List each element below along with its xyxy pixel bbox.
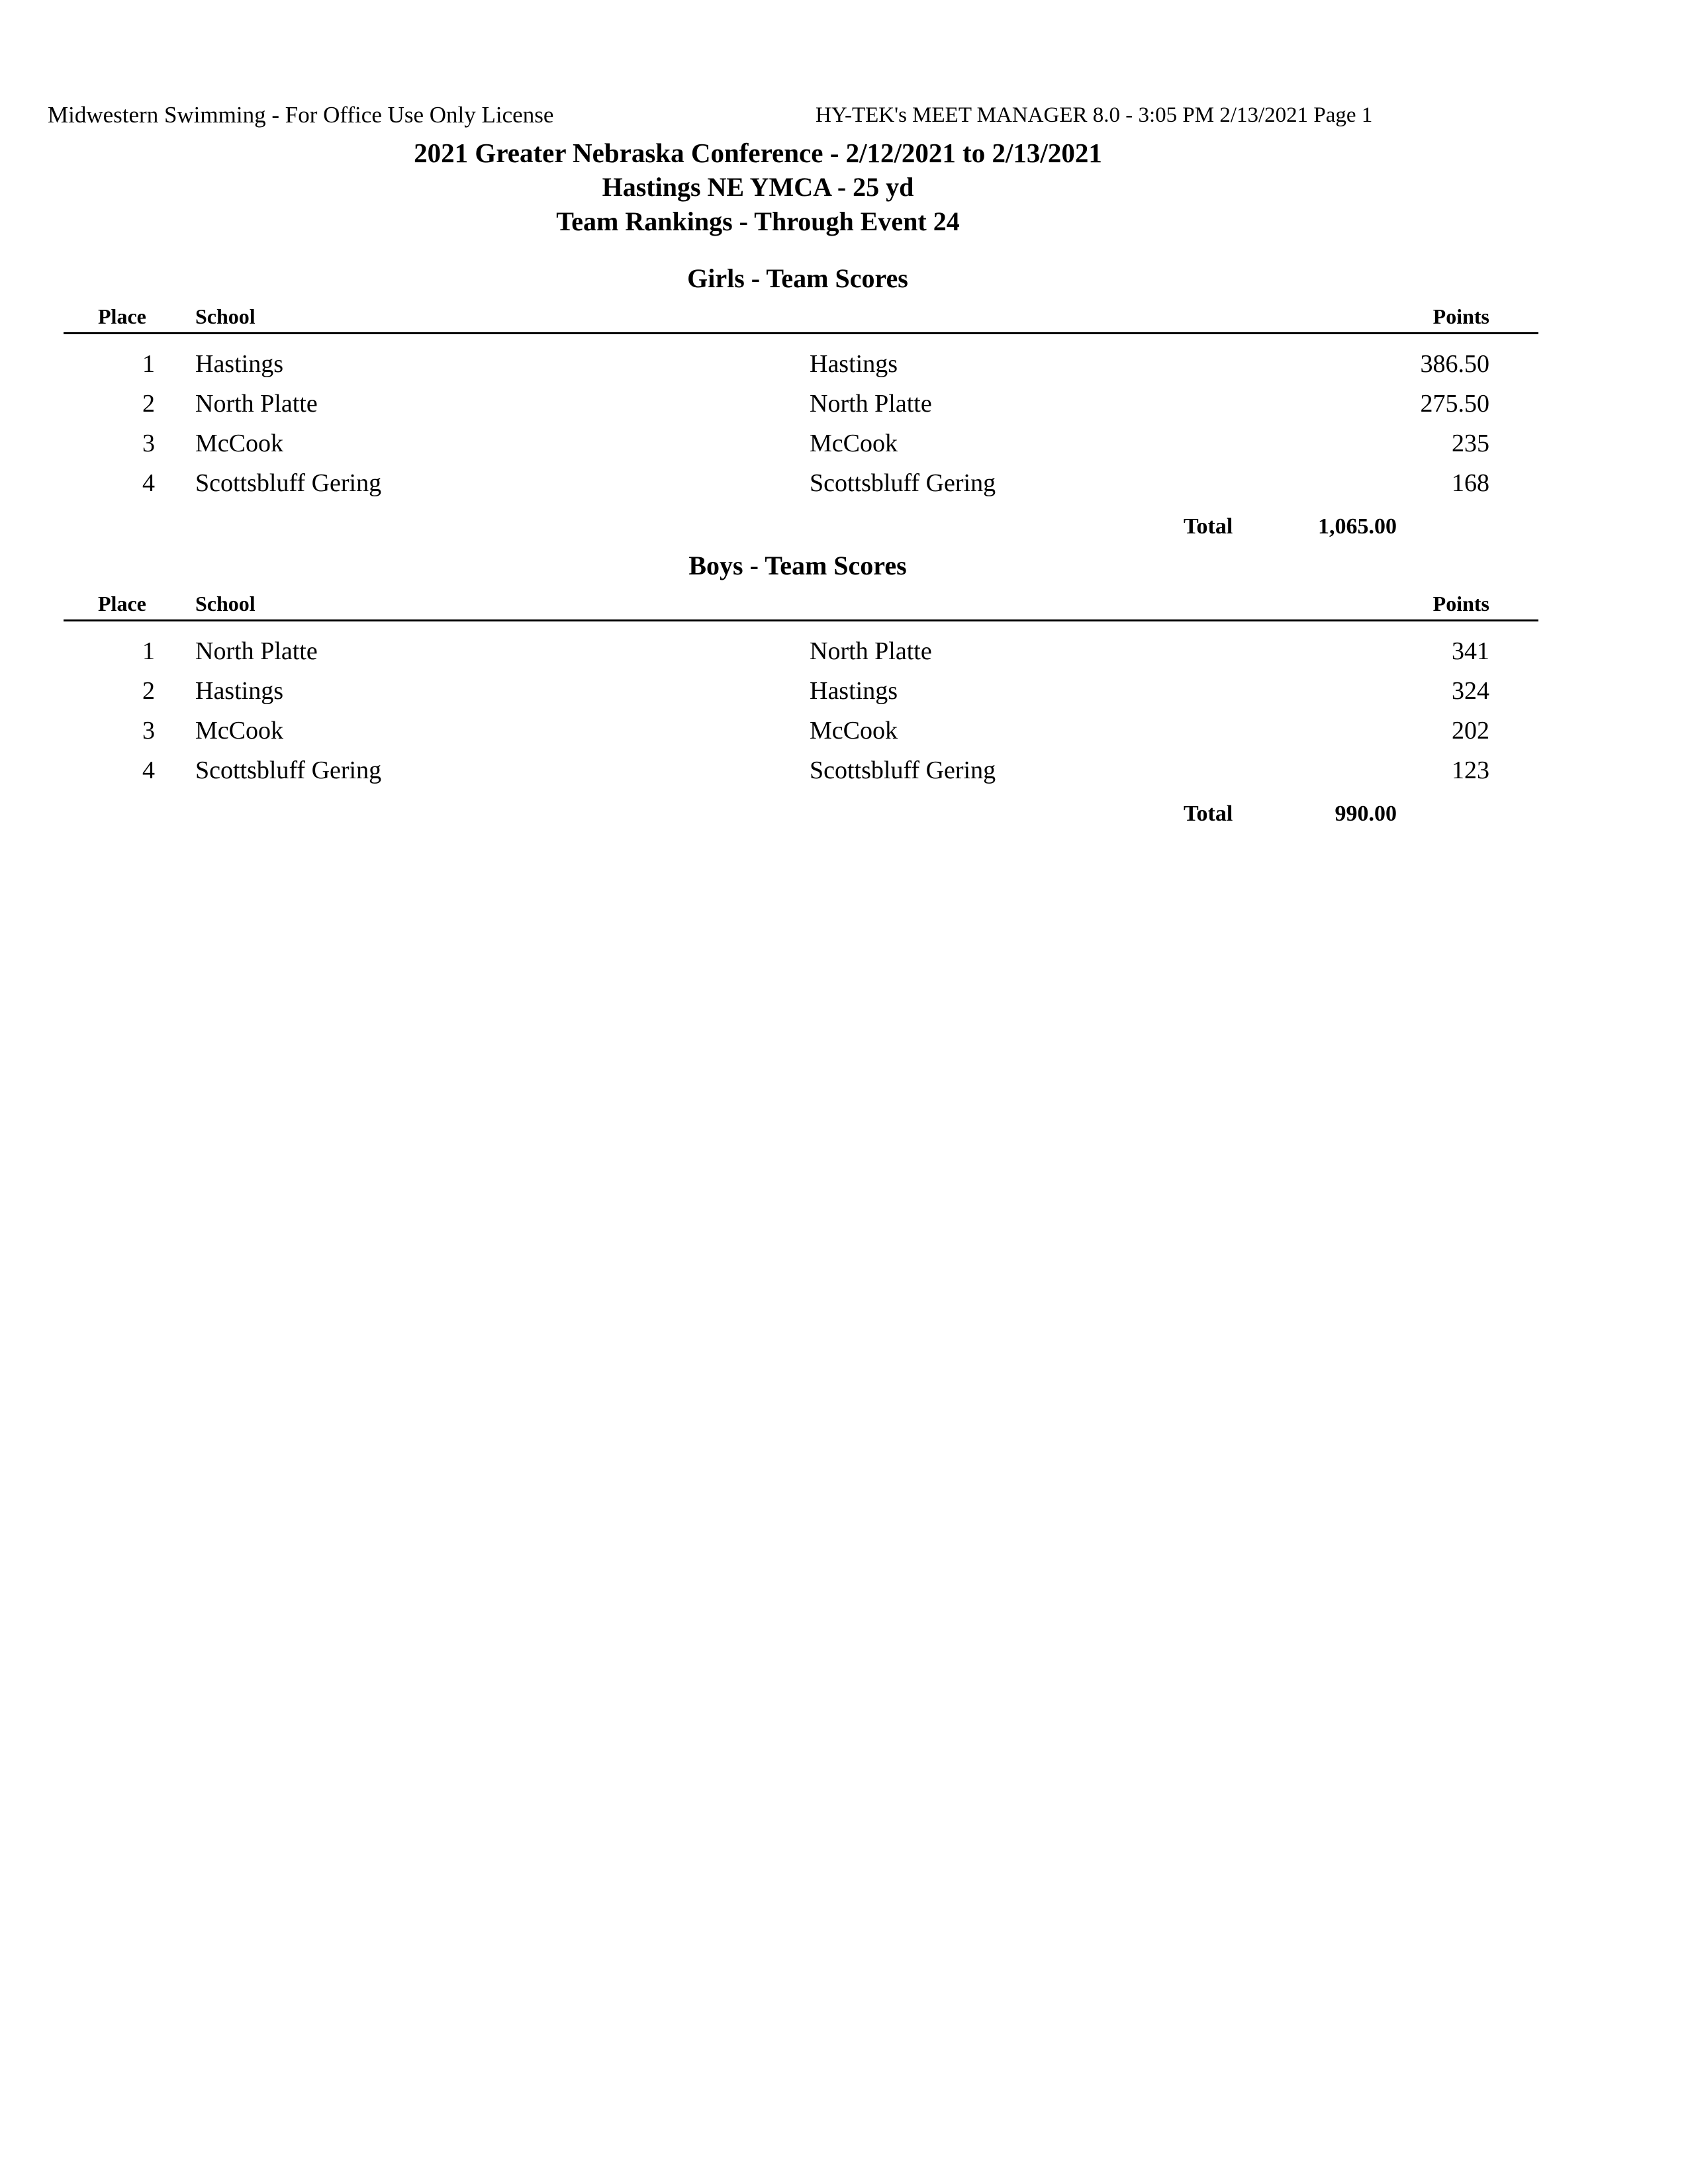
- cell-points: 123: [1452, 756, 1489, 784]
- table-row: [0, 752, 1688, 792]
- table-row: [0, 712, 1688, 752]
- boys-column-headers: [0, 589, 1688, 623]
- table-row: [0, 465, 1688, 504]
- table-row: [0, 385, 1688, 425]
- cell-school: McCook: [195, 717, 283, 745]
- total-label: Total: [1184, 801, 1233, 826]
- column-header-points: Points: [1432, 592, 1489, 615]
- girls-total-row: [0, 510, 1688, 548]
- cell-team: Scottsbluff Gering: [810, 469, 996, 497]
- cell-school: Hastings: [195, 350, 283, 378]
- cell-school: McCook: [195, 430, 283, 457]
- cell-school: Scottsbluff Gering: [195, 469, 382, 497]
- report-title: Team Rankings - Through Event 24: [556, 206, 960, 236]
- cell-team: Hastings: [810, 350, 898, 378]
- girls-team-scores-section: [0, 262, 1688, 548]
- cell-place: 3: [142, 430, 155, 457]
- cell-team: North Platte: [810, 637, 932, 665]
- cell-points: 386.50: [1420, 350, 1489, 378]
- meet-title: 2021 Greater Nebraska Conference - 2/12/2021 to 2/13/2021: [414, 138, 1102, 168]
- cell-points: 275.50: [1420, 390, 1489, 418]
- cell-place: 3: [142, 717, 155, 745]
- section-heading-boys: Boys - Team Scores: [688, 551, 907, 580]
- cell-team: McCook: [810, 430, 898, 457]
- total-label: Total: [1184, 514, 1233, 539]
- cell-team: North Platte: [810, 390, 932, 418]
- total-value: 1,065.00: [1318, 514, 1397, 539]
- table-row: [0, 345, 1688, 385]
- cell-points: 168: [1452, 469, 1489, 497]
- column-header-school: School: [195, 592, 256, 615]
- software-stamp: HY-TEK's MEET MANAGER 8.0 - 3:05 PM 2/13/2021 Page 1: [816, 103, 1373, 127]
- cell-points: 341: [1452, 637, 1489, 665]
- boys-team-scores-section: [0, 549, 1688, 835]
- cell-team: Hastings: [810, 677, 898, 705]
- cell-place: 1: [142, 637, 155, 665]
- cell-place: 4: [142, 469, 155, 497]
- column-header-school: School: [195, 304, 256, 328]
- boys-total-row: [0, 797, 1688, 835]
- table-row: [0, 425, 1688, 465]
- license-text: Midwestern Swimming - For Office Use Only License: [48, 102, 554, 128]
- cell-team: Scottsbluff Gering: [810, 756, 996, 784]
- cell-points: 235: [1452, 430, 1489, 457]
- column-header-place: Place: [98, 592, 146, 615]
- cell-place: 2: [142, 390, 155, 418]
- column-header-place: Place: [98, 304, 146, 328]
- boys-results-rows: [0, 633, 1688, 797]
- total-value: 990.00: [1335, 801, 1397, 826]
- girls-column-headers: [0, 302, 1688, 336]
- meet-venue: Hastings NE YMCA - 25 yd: [602, 172, 914, 202]
- cell-points: 202: [1452, 717, 1489, 745]
- column-header-points: Points: [1432, 304, 1489, 328]
- cell-place: 2: [142, 677, 155, 705]
- header-rule: [64, 619, 1538, 621]
- cell-school: Hastings: [195, 677, 283, 705]
- header-rule: [64, 332, 1538, 334]
- cell-team: McCook: [810, 717, 898, 745]
- cell-place: 4: [142, 756, 155, 784]
- cell-place: 1: [142, 350, 155, 378]
- girls-results-rows: [0, 345, 1688, 510]
- table-row: [0, 672, 1688, 712]
- cell-school: North Platte: [195, 390, 318, 418]
- cell-school: Scottsbluff Gering: [195, 756, 382, 784]
- cell-points: 324: [1452, 677, 1489, 705]
- table-row: [0, 633, 1688, 672]
- running-head: [0, 101, 1688, 132]
- cell-school: North Platte: [195, 637, 318, 665]
- section-heading-girls: Girls - Team Scores: [687, 263, 908, 293]
- meet-title-block: [0, 136, 1516, 239]
